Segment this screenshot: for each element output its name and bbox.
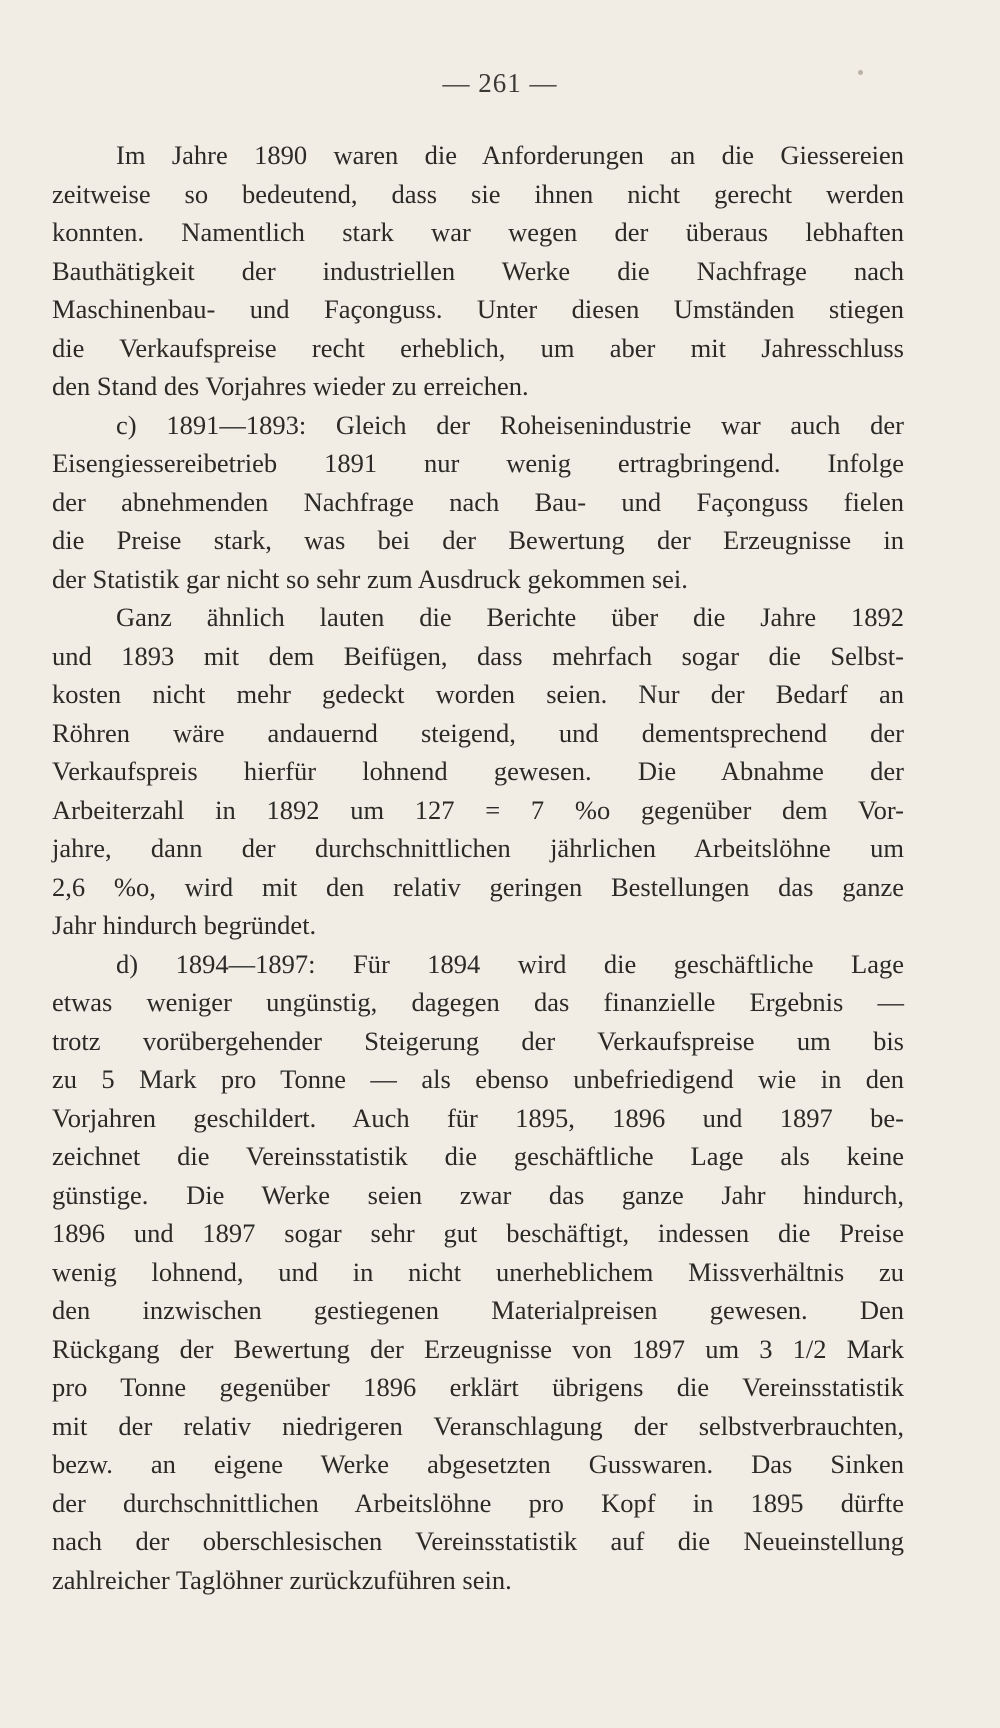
text-line: Rückgang der Bewertung der Erzeugnisse von 1897 um 3 1/2 Mark xyxy=(52,1333,904,1364)
text-line: etwas weniger ungünstig, dagegen das finanzielle Ergebnis — xyxy=(52,987,904,1017)
text-line: günstige. Die Werke seien zwar das ganze Jahr hindurch, xyxy=(52,1179,904,1210)
text-line: zeichnet die Vereinsstatistik die geschäftliche Lage als keine xyxy=(52,1141,904,1171)
text-line: den Stand des Vorjahres wieder zu erreichen. xyxy=(52,371,529,401)
text-line: den inzwischen gestiegenen Materialpreisen gewesen. Den xyxy=(52,1295,904,1325)
page-number: — 261 — xyxy=(442,68,558,98)
text-line: Vorjahren geschildert. Auch für 1895, 1896 und 1897 be- xyxy=(52,1102,904,1133)
text-line: jahre, dann der durchschnittlichen jährlichen Arbeitslöhne um xyxy=(52,833,904,863)
body-text xyxy=(52,136,904,1599)
text-line: wenig lohnend, und in nicht unerheblichem Missverhältnis zu xyxy=(52,1256,904,1287)
text-line: zu 5 Mark pro Tonne — als ebenso unbefriedigend wie in den xyxy=(52,1064,904,1094)
text-line: 2,6 %o, wird mit den relativ geringen Bestellungen das ganze xyxy=(52,871,904,902)
text-line: Arbeiterzahl in 1892 um 127 = 7 %o gegenüber dem Vor- xyxy=(52,794,904,825)
text-line: trotz vorübergehender Steigerung der Verkaufspreise um bis xyxy=(52,1025,904,1056)
text-line: Jahr hindurch begründet. xyxy=(52,910,317,940)
text-line: der Statistik gar nicht so sehr zum Ausdruck gekommen sei. xyxy=(52,563,688,594)
text-line: zahlreicher Taglöhner zurückzuführen sein. xyxy=(52,1564,512,1595)
text-line: c) 1891—1893: Gleich der Roheisenindustrie war auch der xyxy=(116,409,904,440)
text-line: Im Jahre 1890 waren die Anforderungen an die Giessereien xyxy=(116,140,904,170)
text-line: zeitweise so bedeutend, dass sie ihnen nicht gerecht werden xyxy=(52,178,904,209)
text-line: der durchschnittlichen Arbeitslöhne pro Kopf in 1895 dürfte xyxy=(52,1487,904,1518)
text-line: d) 1894—1897: Für 1894 wird die geschäftliche Lage xyxy=(116,948,904,979)
text-line: die Verkaufspreise recht erheblich, um aber mit Jahresschluss xyxy=(52,332,904,363)
text-line: nach der oberschlesischen Vereinsstatistik auf die Neueinstellung xyxy=(52,1526,904,1556)
text-line: Bauthätigkeit der industriellen Werke die Nachfrage nach xyxy=(52,255,904,286)
text-line: bezw. an eigene Werke abgesetzten Gusswaren. Das Sinken xyxy=(52,1449,904,1479)
text-line: Röhren wäre andauernd steigend, und dementsprechend der xyxy=(52,717,904,748)
text-line: mit der relativ niedrigeren Veranschlagung der selbstverbrauchten, xyxy=(52,1410,904,1441)
text-line: und 1893 mit dem Beifügen, dass mehrfach sogar die Selbst- xyxy=(52,640,904,671)
text-line: pro Tonne gegenüber 1896 erklärt übrigens die Vereinsstatistik xyxy=(52,1372,904,1402)
text-line: 1896 und 1897 sogar sehr gut beschäftigt, indessen die Preise xyxy=(52,1218,904,1248)
text-line: der abnehmenden Nachfrage nach Bau- und Façonguss fielen xyxy=(52,486,904,517)
text-line: konnten. Namentlich stark war wegen der überaus lebhaften xyxy=(52,217,904,247)
text-line: Maschinenbau- und Façonguss. Unter diesen Umständen stiegen xyxy=(52,294,904,324)
text-line: Eisengiessereibetrieb 1891 nur wenig ertragbringend. Infolge xyxy=(52,448,904,478)
text-line: die Preise stark, was bei der Bewertung der Erzeugnisse in xyxy=(52,525,904,555)
text-line: Ganz ähnlich lauten die Berichte über die Jahre 1892 xyxy=(116,602,904,632)
text-line: kosten nicht mehr gedeckt worden seien. Nur der Bedarf an xyxy=(52,679,904,709)
text-line: Verkaufspreis hierfür lohnend gewesen. Die Abnahme der xyxy=(52,756,904,786)
